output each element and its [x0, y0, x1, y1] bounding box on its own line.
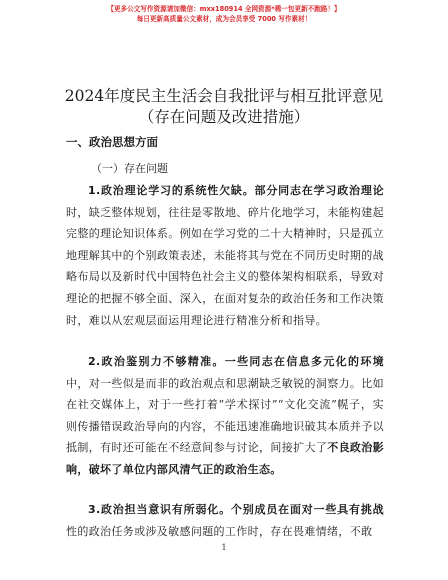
promo-banner — [0, 4, 448, 24]
paragraph-1 — [66, 180, 384, 331]
document-title-line-1: 2024年度民主生活会自我批评与相互批评意见 — [64, 87, 384, 105]
paragraph-3-body: 性的政治任务或涉及敏感问题的工作时，存在畏难情绪，不敢 — [66, 524, 373, 538]
section-heading: 一、政治思想方面 — [66, 135, 158, 149]
document-title-line-2: （存在问题及改进措施） — [138, 108, 310, 126]
paragraph-3 — [66, 499, 384, 542]
promo-banner-line-2: 每日更新高质量公文素材，成为会员享受 7000 写作素材！ — [136, 15, 312, 23]
document-title — [0, 86, 448, 128]
paragraph-2-bold-end: 不良政治影响，破坏了单位内部风清气正的政治生态。 — [66, 441, 384, 476]
paragraph-2-lead: 2.政治鉴别力不够精准。一些同志在信息多元化的环境 — [88, 355, 384, 368]
paragraph-1-lead: 1.政治理论学习的系统性欠缺。部分同志在学习政治理论 — [88, 184, 384, 197]
paragraph-3-lead: 3.政治担当意识有所弱化。个别成员在面对一些具有挑战 — [88, 503, 384, 516]
page-number: 1 — [221, 543, 227, 552]
paragraph-2 — [66, 351, 384, 481]
subsection-heading: （一）存在问题 — [91, 162, 168, 175]
paragraph-1-body: 时，缺乏整体规划，往往是零散地、碎片化地学习，未能构建起完整的理论知识体系。例如在学习党的二十大精神时，只是孤立地理解其中的个别政策表述，未能将其与党在不同历史时期的战略布局以及新时代中国特色社会主义的整体架构相联系，导致对理论的把握不够全面、深入，在面对复杂的政治任务和工作决策时，难以从宏观层面运用理论进行精准分析和指导。 — [66, 205, 384, 327]
paragraph-2-body: 中，对一些似是而非的政治观点和思潮缺乏敏锐的洞察力。比如在社交媒体上，对于一些打着“学术探讨”“文化交流”幌子，实则传播错误政治导向的内容，不能迅速准确地识破其本质并予以抵制，有时还可能在不经意间参与讨论，间接扩大了 — [66, 376, 384, 455]
promo-banner-line-1: 【更多公文写作资源请加微信：mxx180914 全网资源*稀一包更新不跑路！】 — [107, 5, 341, 13]
